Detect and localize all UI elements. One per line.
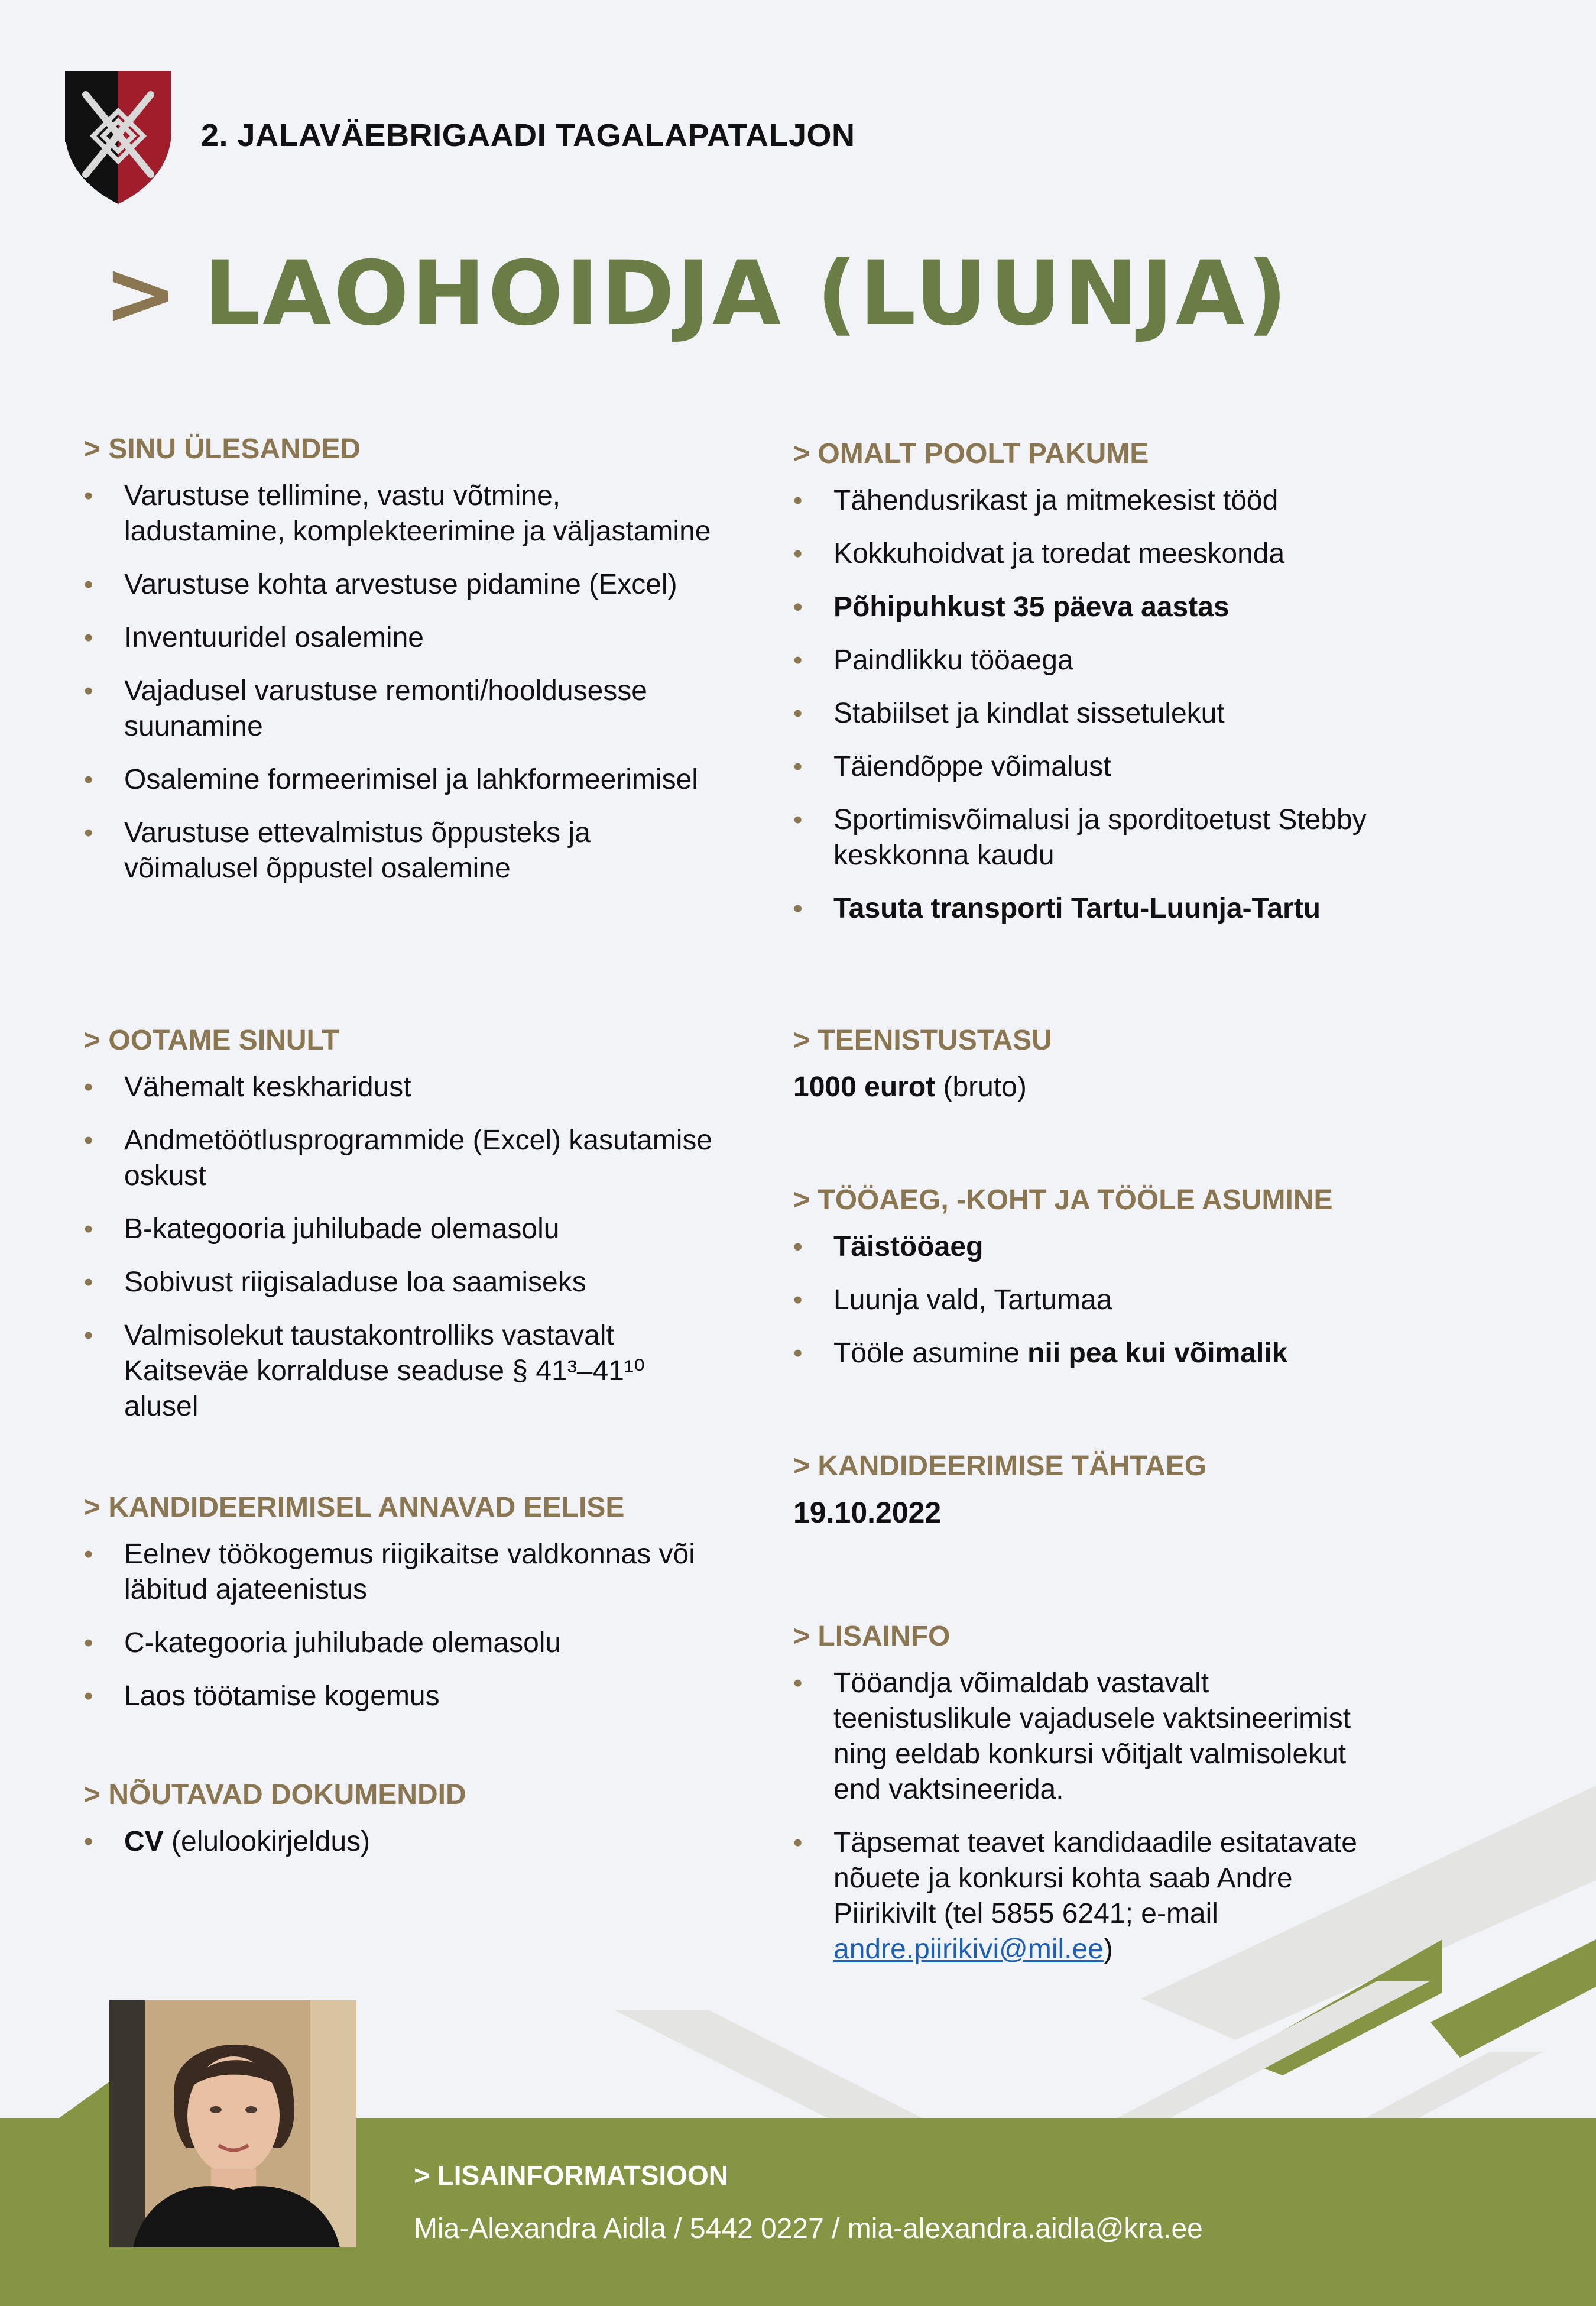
start-prefix: Tööle asumine xyxy=(833,1337,1028,1369)
list-item: • Paindlikku tööaega xyxy=(793,643,1443,678)
list-item: • Vähemalt keskharidust xyxy=(84,1070,722,1105)
worktime-section xyxy=(793,1184,1443,1389)
crossed-swords-shield-icon xyxy=(59,65,177,207)
offer-section xyxy=(793,438,1443,944)
worktime-title: > TÖÖAEG, -KOHT JA TÖÖLE ASUMINE xyxy=(793,1184,1333,1216)
documents-list xyxy=(84,1824,722,1860)
footer-title: > LISAINFORMATSIOON xyxy=(414,2160,728,2191)
offer-title: > OMALT POOLT PAKUME xyxy=(793,438,1149,469)
salary-section xyxy=(793,1024,1443,1105)
list-item: • Stabiilset ja kindlat sissetulekut xyxy=(793,696,1443,731)
extra-info-list xyxy=(793,1666,1384,1967)
requirements-list xyxy=(84,1070,722,1424)
list-item: • Valmisolekut taustakontrolliks vastavalt Kaitseväe korralduse seaduse § 41³–41¹⁰ alusel xyxy=(84,1318,722,1424)
documents-title: > NÕUTAVAD DOKUMENDID xyxy=(84,1779,466,1811)
cv-description: (elulookirjeldus) xyxy=(163,1826,371,1857)
deadline-title: > KANDIDEERIMISE TÄHTAEG xyxy=(793,1450,1207,1482)
list-item: • Tasuta transporti Tartu-Luunja-Tartu xyxy=(793,891,1443,927)
title-chevron: > xyxy=(103,242,180,345)
list-item xyxy=(793,1336,1443,1371)
list-item: • Varustuse ettevalmistus õppusteks ja võimalusel õppustel osalemine xyxy=(84,815,722,886)
list-item: • Sobivust riigisaladuse loa saamiseks xyxy=(84,1265,722,1300)
extra-info-section xyxy=(793,1620,1384,1985)
list-item: • Kokkuhoidvat ja toredat meeskonda xyxy=(793,536,1443,572)
requirements-section xyxy=(84,1024,722,1442)
contact-photo xyxy=(109,2000,356,2247)
contact-email-link[interactable]: andre.piirikivi@mil.ee xyxy=(833,1933,1104,1965)
job-title xyxy=(103,242,1290,345)
list-item: • Tähendusrikast ja mitmekesist tööd xyxy=(793,483,1443,519)
requirements-title: > OOTAME SINULT xyxy=(84,1025,339,1056)
contact-text: Täpsemat teavet kandidaadile esitatavate nõuete ja konkursi kohta saab Andre Piirikivilt (tel 5855 6241; e-mail xyxy=(833,1827,1357,1929)
list-item: • Varustuse kohta arvestuse pidamine (Excel) xyxy=(84,567,722,603)
list-item: • Sportimisvõimalusi ja sporditoetust Stebby keskkonna kaudu xyxy=(793,802,1443,873)
tasks-title: > SINU ÜLESANDED xyxy=(84,433,361,465)
salary-title: > TEENISTUSTASU xyxy=(793,1025,1052,1056)
list-item: • Osalemine formeerimisel ja lahkformeerimisel xyxy=(84,762,722,798)
salary-value xyxy=(793,1070,1443,1105)
list-item xyxy=(793,1825,1384,1967)
documents-section xyxy=(84,1779,722,1877)
list-item: • Eelnev töökogemus riigikaitse valdkonnas või läbitud ajateenistus xyxy=(84,1537,722,1608)
list-item: • Luunja vald, Tartumaa xyxy=(793,1282,1443,1318)
list-item: • Varustuse tellimine, vastu võtmine, ladustamine, komplekteerimine ja väljastamine xyxy=(84,478,722,549)
list-item: • Põhipuhkust 35 päeva aastas xyxy=(793,590,1443,625)
footer-contact: Mia-Alexandra Aidla / 5442 0227 / mia-alexandra.aidla@kra.ee xyxy=(414,2213,1203,2245)
extra-info-title: > LISAINFO xyxy=(793,1621,951,1652)
tasks-section xyxy=(84,433,722,904)
worktime-list xyxy=(793,1229,1443,1371)
list-item: • Inventuuridel osalemine xyxy=(84,620,722,656)
contact-end: ) xyxy=(1103,1933,1113,1965)
list-item: • Täistööaeg xyxy=(793,1229,1443,1265)
salary-note: (bruto) xyxy=(935,1071,1027,1103)
tasks-list xyxy=(84,478,722,886)
list-item: • Tööandja võimaldab vastavalt teenistuslikule vajadusele vaktsineerimist ning eeldab konkursi võitjalt valmisolekut end vaktsineerida. xyxy=(793,1666,1384,1808)
cv-label: CV xyxy=(124,1826,164,1857)
list-item: • Andmetöötlusprogrammide (Excel) kasutamise oskust xyxy=(84,1123,722,1194)
contact-portrait-image xyxy=(109,2000,356,2247)
list-item: • Laos töötamise kogemus xyxy=(84,1679,722,1714)
advantages-title: > KANDIDEERIMISEL ANNAVAD EELISE xyxy=(84,1492,625,1523)
deadline-date: 19.10.2022 xyxy=(793,1496,942,1529)
salary-amount: 1000 eurot xyxy=(793,1071,936,1103)
deadline-section xyxy=(793,1450,1443,1530)
offer-list xyxy=(793,483,1443,927)
advantages-list xyxy=(84,1537,722,1714)
list-item: • C-kategooria juhilubade olemasolu xyxy=(84,1625,722,1661)
unit-name: 2. JALAVÄEBRIGAADI TAGALAPATALJON xyxy=(201,118,855,153)
list-item: • Täiendõppe võimalust xyxy=(793,749,1443,785)
list-item xyxy=(84,1824,722,1860)
advantages-section xyxy=(84,1491,722,1732)
start-value: nii pea kui võimalik xyxy=(1027,1337,1288,1369)
job-title-text: LAOHOIDJA (LUUNJA) xyxy=(203,242,1290,345)
list-item: • B-kategooria juhilubade olemasolu xyxy=(84,1212,722,1247)
list-item: • Vajadusel varustuse remonti/hooldusesse suunamine xyxy=(84,673,722,744)
